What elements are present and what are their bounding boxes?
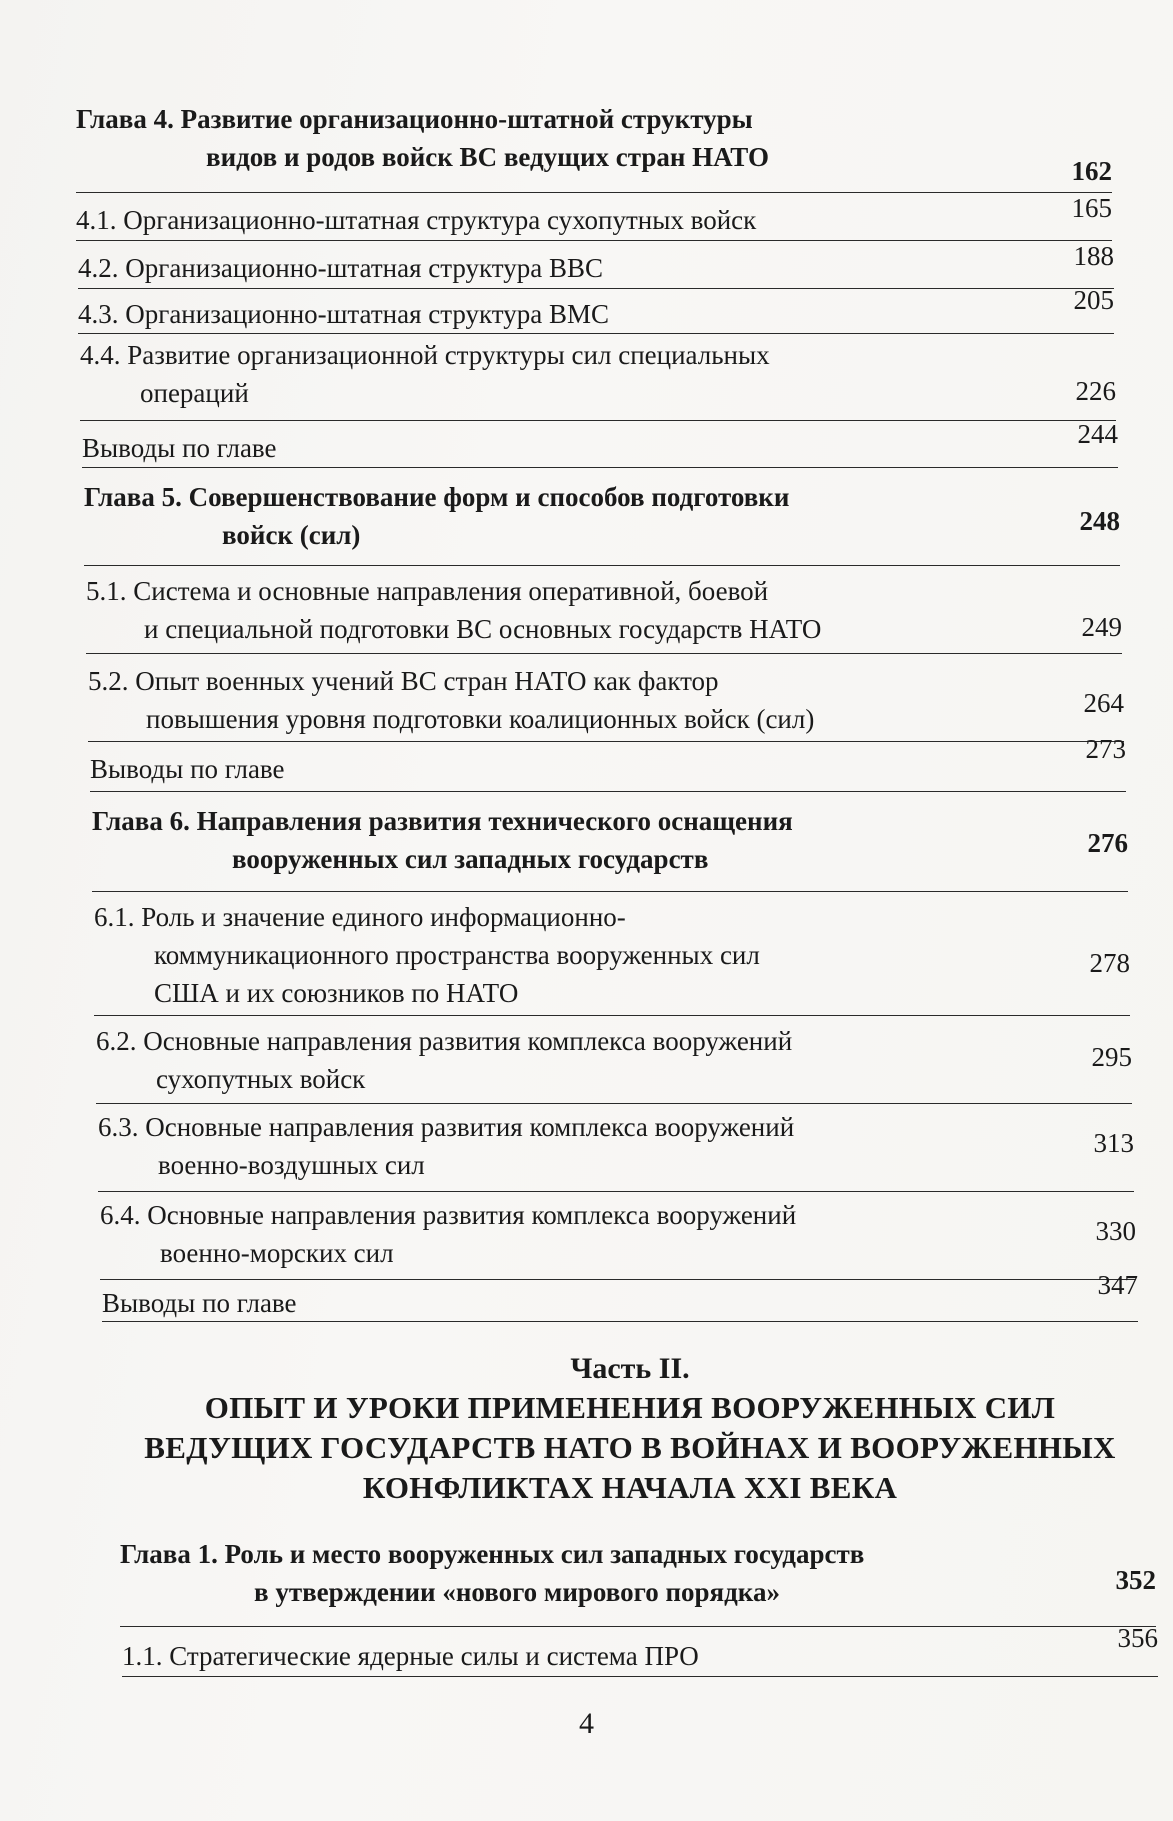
toc-chapter-4-title	[76, 100, 769, 176]
toc-page-number: 276	[1087, 828, 1128, 858]
toc-page-number: 347	[1097, 1270, 1138, 1300]
toc-chapter-6[interactable]	[92, 792, 1128, 892]
toc-page-number: 352	[1115, 1565, 1156, 1595]
page-number: 4	[579, 1707, 594, 1740]
toc-section-title	[96, 1022, 792, 1098]
toc-line: 4.4. Развитие организационной структуры сил специальных	[80, 340, 770, 370]
toc-section-title: Выводы по главе	[102, 1288, 297, 1318]
toc-section-6-1[interactable]	[94, 892, 1130, 1016]
toc-chapter-6-title	[92, 802, 793, 878]
toc-part2-chapter-1-title	[120, 1535, 864, 1611]
toc-chapter-5[interactable]	[84, 470, 1120, 566]
toc-line: видов и родов войск ВС ведущих стран НАТО	[206, 142, 769, 172]
toc-line: военно-воздушных сил	[158, 1150, 425, 1180]
toc-section-6-2[interactable]	[96, 1016, 1132, 1104]
toc-section-4-4[interactable]	[80, 334, 1116, 421]
toc-line: 5.2. Опыт военных учений ВС стран НАТО как фактор	[88, 666, 719, 696]
toc-section-5-2[interactable]	[88, 654, 1124, 742]
toc-line: вооруженных сил западных государств	[232, 844, 709, 874]
toc-page-number: 330	[1095, 1216, 1136, 1246]
toc-section-title: 4.2. Организационно-штатная структура ВВС	[78, 253, 603, 283]
part-title-line: КОНФЛИКТАХ НАЧАЛА XXI ВЕКА	[362, 1470, 898, 1505]
part-title-line: ВЕДУЩИХ ГОСУДАРСТВ НАТО В ВОЙНАХ И ВООРУЖЕННЫХ	[144, 1430, 1116, 1465]
part-title-line: ОПЫТ И УРОКИ ПРИМЕНЕНИЯ ВООРУЖЕННЫХ СИЛ	[204, 1390, 1056, 1425]
toc-line: 6.3. Основные направления развития комплекса вооружений	[98, 1112, 795, 1142]
toc-section-title: 4.1. Организационно-штатная структура сухопутных войск	[76, 205, 757, 235]
toc-chapter-4-conclusions[interactable]	[82, 421, 1118, 468]
toc-line: войск (сил)	[222, 520, 361, 550]
toc-line: операций	[140, 378, 249, 408]
toc-section-title	[86, 572, 821, 648]
toc-section-title: Выводы по главе	[90, 754, 285, 784]
toc-section-title	[88, 662, 814, 738]
toc-line: 5.1. Система и основные направления оперативной, боевой	[86, 576, 769, 606]
toc-page-number: 248	[1079, 506, 1120, 536]
toc-line: Глава 5. Совершенствование форм и способов подготовки	[84, 482, 790, 512]
toc-section-title: Выводы по главе	[82, 433, 277, 463]
toc-page-number: 205	[1073, 285, 1114, 315]
part-label: Часть II.	[570, 1352, 690, 1385]
toc-part2-section-1-1[interactable]	[122, 1623, 1158, 1677]
toc-section-title: 4.3. Организационно-штатная структура ВМС	[78, 299, 609, 329]
toc-section-title	[100, 1196, 796, 1272]
toc-section-4-3[interactable]	[78, 285, 1114, 334]
part-2-heading	[110, 1350, 1150, 1508]
toc-line: военно-морских сил	[160, 1238, 394, 1268]
toc-page-number: 249	[1081, 612, 1122, 642]
toc-line: и специальной подготовки ВС основных государств НАТО	[144, 614, 822, 644]
toc-chapter-6-conclusions[interactable]	[102, 1270, 1138, 1322]
toc-line: сухопутных войск	[156, 1064, 366, 1094]
toc-line: повышения уровня подготовки коалиционных войск (сил)	[146, 704, 815, 734]
toc-page-number: 273	[1085, 734, 1126, 764]
toc-chapter-5-conclusions[interactable]	[90, 734, 1126, 792]
toc-chapter-5-title	[84, 478, 789, 554]
toc-page-number: 188	[1073, 241, 1114, 271]
toc-page-number: 165	[1071, 193, 1112, 223]
toc-section-title: 1.1. Стратегические ядерные силы и система ПРО	[122, 1641, 699, 1671]
toc-line: США и их союзников по НАТО	[154, 978, 519, 1008]
toc-page-number: 162	[1071, 156, 1112, 186]
toc-line: коммуникационного пространства вооруженных сил	[154, 940, 760, 970]
toc-page-number: 226	[1075, 376, 1116, 406]
toc-line: Глава 4. Развитие организационно-штатной структуры	[76, 104, 753, 134]
toc-page-number: 264	[1083, 688, 1124, 718]
toc-line: Глава 6. Направления развития технического оснащения	[92, 806, 793, 836]
toc-section-title	[98, 1108, 794, 1184]
toc-section-title	[80, 336, 770, 412]
toc-section-6-3[interactable]	[98, 1104, 1134, 1192]
toc-line: Глава 1. Роль и место вооруженных сил западных государств	[120, 1539, 865, 1569]
toc-page-number: 295	[1091, 1042, 1132, 1072]
toc-line: в утверждении «нового мирового порядка»	[254, 1577, 780, 1607]
toc-section-4-1[interactable]	[76, 193, 1112, 241]
toc-page-number: 356	[1117, 1623, 1158, 1653]
toc-page-number: 313	[1093, 1128, 1134, 1158]
toc-page-number: 278	[1089, 948, 1130, 978]
toc-line: 6.2. Основные направления развития комплекса вооружений	[96, 1026, 793, 1056]
toc-section-6-4[interactable]	[100, 1192, 1136, 1280]
toc-section-4-2[interactable]	[78, 241, 1114, 289]
toc-part2-chapter-1[interactable]	[120, 1535, 1156, 1627]
toc-chapter-4[interactable]	[76, 100, 1112, 193]
toc-page-number: 244	[1077, 419, 1118, 449]
toc-line: 6.1. Роль и значение единого информационно-	[94, 902, 626, 932]
toc-section-5-1[interactable]	[86, 566, 1122, 654]
toc-line: 6.4. Основные направления развития комплекса вооружений	[100, 1200, 797, 1230]
toc-section-title	[94, 898, 760, 1012]
